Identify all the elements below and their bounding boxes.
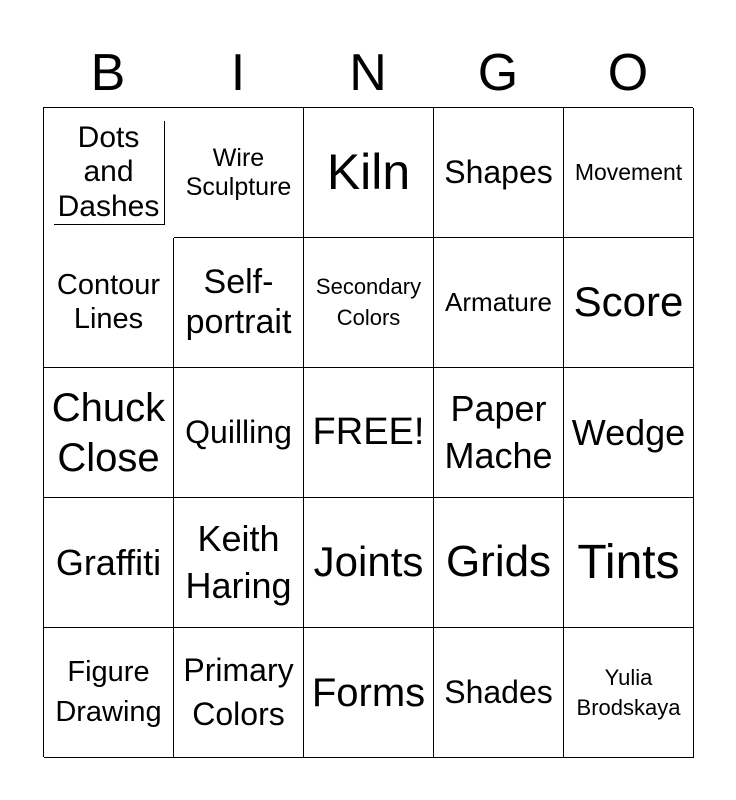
- bingo-header: [43, 40, 693, 106]
- bingo-cell[interactable]: Keith Haring: [174, 498, 304, 628]
- bingo-cell[interactable]: Figure Drawing: [44, 628, 174, 758]
- bingo-cell[interactable]: Paper Mache: [434, 368, 564, 498]
- bingo-cell[interactable]: Chuck Close: [44, 368, 174, 498]
- bingo-cell[interactable]: Armature: [434, 238, 564, 368]
- bingo-cell[interactable]: Wedge: [564, 368, 694, 498]
- bingo-cell[interactable]: Contour Lines: [44, 238, 174, 368]
- header-letter-g: G: [477, 44, 519, 102]
- header-letter-i: I: [230, 44, 246, 102]
- bingo-cell[interactable]: Shapes: [434, 108, 564, 238]
- bingo-cell[interactable]: Joints: [304, 498, 434, 628]
- free-space[interactable]: FREE!: [304, 368, 434, 498]
- bingo-cell[interactable]: Self-portrait: [174, 238, 304, 368]
- bingo-cell[interactable]: Quilling: [174, 368, 304, 498]
- bingo-cell[interactable]: Shades: [434, 628, 564, 758]
- bingo-cell[interactable]: Yulia Brodskaya: [564, 628, 694, 758]
- bingo-grid: [43, 107, 693, 757]
- header-letter-n: N: [349, 44, 387, 102]
- bingo-cell[interactable]: Primary Colors: [174, 628, 304, 758]
- bingo-cell[interactable]: Kiln: [304, 108, 434, 238]
- bingo-cell[interactable]: Dots and Dashes: [54, 121, 165, 226]
- bingo-cell[interactable]: Graffiti: [44, 498, 174, 628]
- bingo-cell[interactable]: Secondary Colors: [304, 238, 434, 368]
- bingo-cell[interactable]: Tints: [564, 498, 694, 628]
- header-letter-b: B: [90, 44, 126, 102]
- bingo-cell[interactable]: Wire Sculpture: [174, 108, 304, 238]
- bingo-cell[interactable]: Score: [564, 238, 694, 368]
- header-letter-o: O: [607, 44, 649, 102]
- bingo-cell[interactable]: Movement: [564, 108, 694, 238]
- bingo-cell[interactable]: Forms: [304, 628, 434, 758]
- bingo-cell[interactable]: Grids: [434, 498, 564, 628]
